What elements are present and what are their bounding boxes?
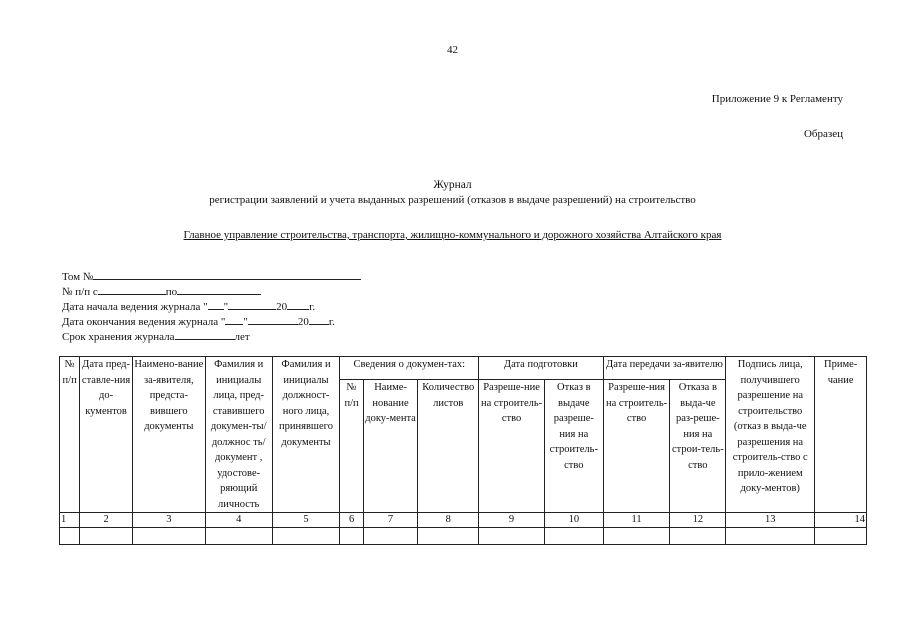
end-year-suffix: г. — [328, 316, 335, 328]
column-number-row — [60, 513, 867, 528]
range-to-label: по — [165, 286, 178, 298]
header-preparation-date: Дата подготовки — [479, 357, 604, 380]
sample-label: Образец — [803, 128, 843, 140]
table-cell[interactable] — [544, 528, 603, 545]
table-cell[interactable] — [132, 528, 205, 545]
range-to-blank[interactable] — [177, 284, 261, 295]
header-doc-num: № п/п — [340, 380, 363, 513]
column-number: 10 — [544, 513, 603, 528]
storage-suffix: лет — [234, 331, 250, 343]
header-num: № п/п — [60, 357, 80, 513]
start-year-blank[interactable] — [287, 299, 309, 310]
end-year-blank[interactable] — [309, 314, 329, 325]
header-submitter: Фамилия и инициалы лица, пред-ставившего докумен-ты/должнос ть/документ , удостове-ряющий личность — [205, 357, 272, 513]
column-number: 12 — [670, 513, 726, 528]
table-cell[interactable] — [60, 528, 80, 545]
column-number: 4 — [205, 513, 272, 528]
table-cell[interactable] — [80, 528, 133, 545]
table-cell[interactable] — [815, 528, 867, 545]
storage-blank[interactable] — [175, 329, 235, 340]
start-year-suffix: г. — [309, 301, 316, 313]
header-doc-name: Наиме-нование доку-мента — [363, 380, 418, 513]
table-row — [60, 528, 867, 545]
end-date-line — [62, 314, 335, 328]
header-prep-permit: Разреше-ние на строитель-ство — [479, 380, 545, 513]
journal-subtitle: регистрации заявлений и учета выданных разрешений (отказов в выдаче разрешений) на строительство — [209, 194, 696, 206]
appendix-label: Приложение 9 к Регламенту — [711, 93, 843, 105]
volume-label: Том № — [62, 271, 94, 283]
column-number: 2 — [80, 513, 133, 528]
start-day-blank[interactable] — [208, 299, 224, 310]
column-number: 14 — [815, 513, 867, 528]
journal-title: Журнал — [433, 179, 472, 191]
volume-line — [62, 269, 361, 283]
journal-table — [59, 356, 867, 545]
column-number: 5 — [272, 513, 340, 528]
range-from-label: № п/п с — [62, 286, 98, 298]
table-cell[interactable] — [340, 528, 363, 545]
range-from-blank[interactable] — [98, 284, 166, 295]
end-date-label: Дата окончания ведения журнала " — [62, 316, 226, 328]
header-submission-date: Дата пред-ставле-ния до-кументов — [80, 357, 133, 513]
header-prep-refusal: Отказ в выдаче разреше-ния на строитель-ство — [544, 380, 603, 513]
table-cell[interactable] — [272, 528, 340, 545]
end-quote: " — [243, 316, 248, 328]
column-number: 6 — [340, 513, 363, 528]
start-month-blank[interactable] — [228, 299, 276, 310]
end-month-blank[interactable] — [248, 314, 298, 325]
table-cell[interactable] — [479, 528, 545, 545]
column-number: 8 — [418, 513, 479, 528]
storage-line — [62, 329, 250, 343]
start-date-line — [62, 299, 315, 313]
start-year-prefix: 20 — [276, 301, 288, 313]
column-number: 3 — [132, 513, 205, 528]
end-year-prefix: 20 — [297, 316, 309, 328]
range-line — [62, 284, 261, 298]
table-cell[interactable] — [670, 528, 726, 545]
organization-name: Главное управление строительства, транспорта, жилищно-коммунального и дорожного хозяйства Алтайского края — [183, 229, 722, 241]
header-row-top — [60, 357, 867, 380]
header-official: Фамилия и инициалы должност-ного лица, принявшего документы — [272, 357, 340, 513]
end-day-blank[interactable] — [225, 314, 243, 325]
table-cell[interactable] — [603, 528, 670, 545]
column-number: 13 — [726, 513, 815, 528]
header-transfer-date: Дата передачи за-явителю — [603, 357, 726, 380]
header-transfer-refusal: Отказа в выда-че раз-реше-ния на строи-тель-ство — [670, 380, 726, 513]
storage-label: Срок хранения журнала — [62, 331, 175, 343]
header-document-info: Сведения о докумен-тах: — [340, 357, 479, 380]
start-date-label: Дата начала ведения журнала " — [62, 301, 208, 313]
column-number: 9 — [479, 513, 545, 528]
page-number: 42 — [447, 44, 458, 56]
column-number: 1 — [60, 513, 80, 528]
header-note: Приме-чание — [815, 357, 867, 513]
header-recipient-signature: Подпись лица, получившего разрешение на строительство (отказ в выда-че разрешения на строитель-ство с прило-жением доку-ментов) — [726, 357, 815, 513]
start-quote: " — [223, 301, 229, 313]
table-cell[interactable] — [363, 528, 418, 545]
table-cell[interactable] — [726, 528, 815, 545]
column-number: 11 — [603, 513, 670, 528]
table-cell[interactable] — [418, 528, 479, 545]
column-number: 7 — [363, 513, 418, 528]
header-applicant-name: Наимено-вание за-явителя, предста-вившего документы — [132, 357, 205, 513]
table-cell[interactable] — [205, 528, 272, 545]
volume-blank[interactable] — [93, 269, 361, 280]
header-page-count: Количество листов — [418, 380, 479, 513]
header-transfer-permit: Разреше-ния на строитель-ство — [603, 380, 670, 513]
